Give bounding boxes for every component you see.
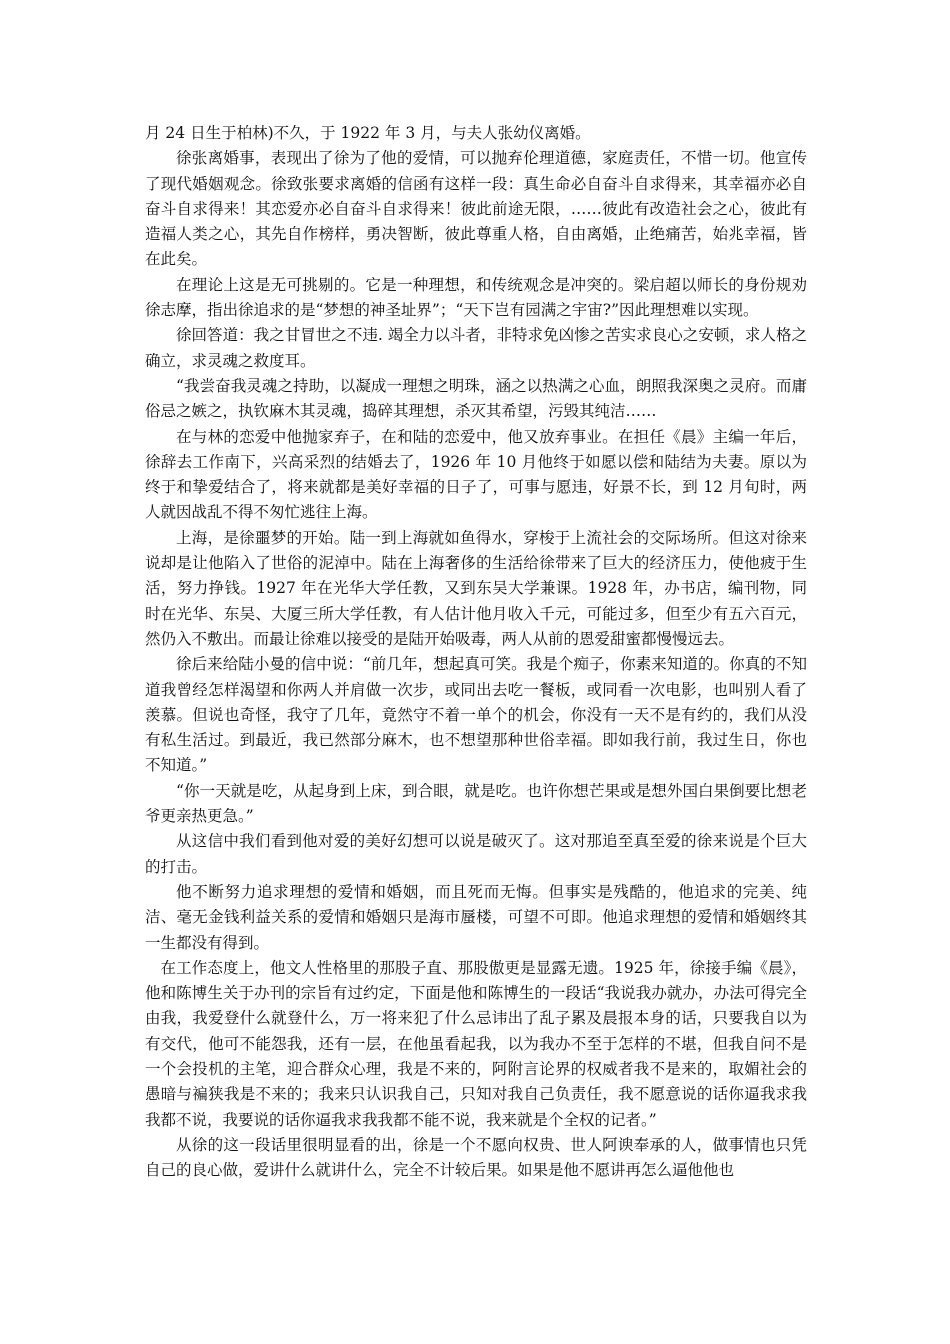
paragraph: 徐张离婚事，表现出了徐为了他的爱情，可以抛弃伦理道德，家庭责任，不惜一切。他宣传了现代婚姻观念。徐致张要求离婚的信函有这样一段：真生命必自奋斗自求得来，其幸福亦必自奋斗自求得来！其恋爱亦必自奋斗自求得来！彼此前途无限，……彼此有改造社会之心，彼此有造福人类之心，其先自作榜样，勇决智断，彼此尊重人格，自由离婚，止绝痛苦，始兆幸福，皆在此矣。	[145, 149, 807, 269]
paragraph: 徐回答道：我之甘冒世之不违. 竭全力以斗者，非特求免凶惨之苦实求良心之安顿，求人格之确立，求灵魂之救度耳。	[145, 326, 807, 370]
paragraph-quote: “我尝奋我灵魂之持助，以凝成一理想之明珠，涵之以热满之心血，朗照我深奥之灵府。而庸俗忌之嫉之，执钦麻木其灵魂，捣碎其理想，杀灭其希望，污毁其纯洁……	[145, 376, 807, 421]
paragraph: 月 24 日生于柏林)不久，于 1922 年 3 月，与夫人张幼仪离婚。	[145, 124, 591, 142]
paragraph: 他不断努力追求理想的爱情和婚姻，而且死而无悔。但事实是残酷的，他追求的完美、纯洁、毫无金钱利益关系的爱情和婚姻只是海市蜃楼，可望不可即。他追求理想的爱情和婚姻终其一生都没有得到。	[145, 882, 807, 952]
paragraph: 在工作态度上，他文人性格里的那股子直、那股傲更是显露无遗。1925 年，徐接手编《晨》，他和陈博生关于办刊的宗旨有过约定，下面是他和陈博生的一段话“我说我办就办，办法可得完全由我，我爱登什么就登什么，万一将来犯了什么忌讳出了乱子累及晨报本身的话，只要我自以为有交代，他可不能怨我，还有一层，在他虽看起我，以为我办不至于怎样的不堪，但我自问不是一个会投机的主笔，迎合群众心理，我是不来的，阿附言论界的权威者我不是来的，取媚社会的愚暗与褊狭我是不来的；我来只认识我自己，只知对我自己负责任，我不愿意说的话你逼我求我我都不说，我要说的话你逼我求我我都不能不说，我来就是个全权的记者。”	[145, 958, 807, 1129]
paragraph: 上海，是徐噩梦的开始。陆一到上海就如鱼得水，穿梭于上流社会的交际场所。但这对徐来说却是让他陷入了世俗的泥淖中。陆在上海奢侈的生活给徐带来了巨大的经济压力，使他疲于生活，努力挣钱。1927 年在光华大学任教，又到东吴大学兼课。1928 年，办书店，编刊物，同时在光华、东吴、大厦三所大学任教，有人估计他月收入千元，可能过多，但至少有五六百元，然仍入不敷出。而最让徐难以接受的是陆开始吸毒，两人从前的恩爱甜蜜都慢慢远去。	[145, 528, 807, 648]
paragraph: 徐后来给陆小曼的信中说：“前几年，想起真可笑。我是个痴子，你素来知道的。你真的不知道我曾经怎样渴望和你两人并肩做一次步，或同出去吃一餐板，或同看一次电影，也叫别人看了羡慕。但说也奇怪，我守了几年，竟然守不着一单个的机会，你没有一天不是有约的，我们从没有私生活过。到最近，我已然部分麻木，也不想望那种世俗幸福。即如我行前，我过生日，你也不知道。”	[145, 655, 807, 775]
paragraph: 从这信中我们看到他对爱的美好幻想可以说是破灭了。这对那追至真至爱的徐来说是个巨大的打击。	[145, 832, 807, 876]
paragraph: 在理论上这是无可挑剔的。它是一种理想，和传统观念是冲突的。梁启超以师长的身份规劝徐志摩，指出徐追求的是“梦想的神圣址界”；“天下岂有园满之宇宙?”因此理想难以实现。	[145, 275, 807, 320]
paragraph: 从徐的这一段话里很明显看的出，徐是一个不愿向权贵、世人阿谀奉承的人，做事情也只凭自己的良心做，爱讲什么就讲什么，完全不计较后果。如果是他不愿讲再怎么逼他他也	[145, 1135, 807, 1180]
document-body	[145, 121, 807, 1183]
paragraph: 在与林的恋爱中他抛家弃子，在和陆的恋爱中，他又放弃事业。在担任《晨》主编一年后，徐辞去工作南下，兴高采烈的结婚去了，1926 年 10 月他终于如愿以偿和陆结为夫妻。原以为终于和挚爱结合了，将来就都是美好幸福的日子了，可事与愿违，好景不长，到 12 月旬时，两人就因战乱不得不匆忙逃往上海。	[145, 427, 807, 522]
paragraph-quote: “你一天就是吃，从起身到上床，到合眼，就是吃。也许你想芒果或是想外国白果倒要比想老爷更亲热更急。”	[145, 781, 807, 826]
